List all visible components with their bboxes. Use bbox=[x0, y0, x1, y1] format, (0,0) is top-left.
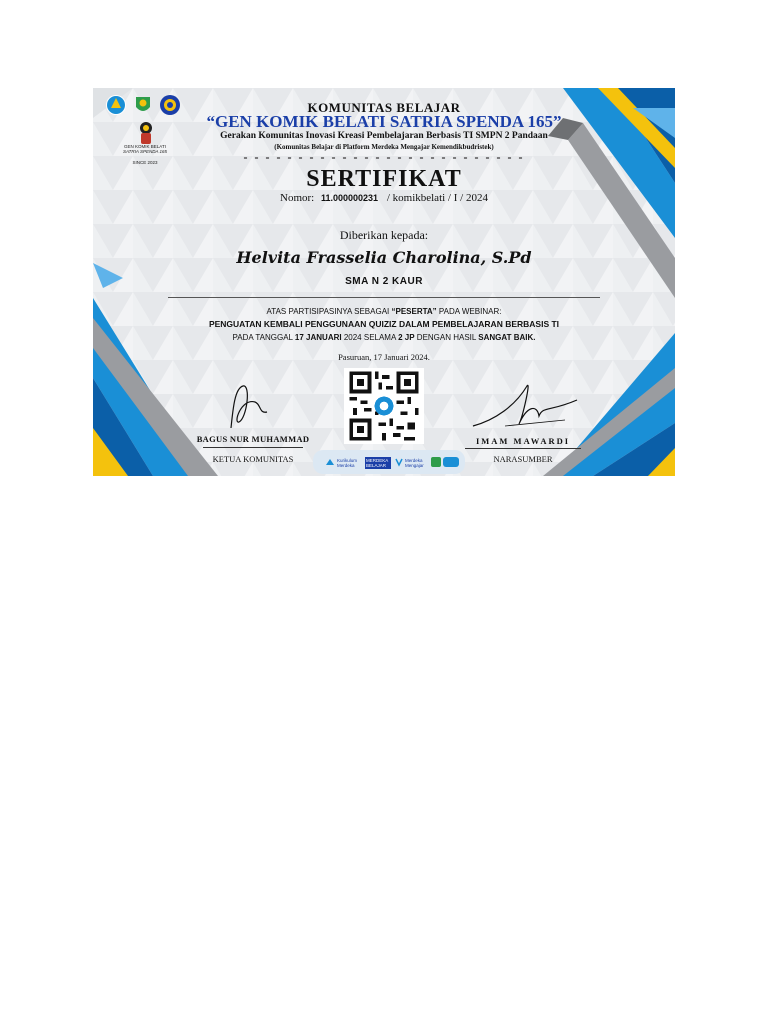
banner-kurikulum: Kurikulum Merdeka bbox=[337, 458, 358, 468]
given-to-label: Diberikan kepada: bbox=[339, 228, 429, 242]
header-divider: - - - - - - - - - - - - - - - - - - - - - - - - - - bbox=[243, 150, 525, 164]
signature-left bbox=[221, 378, 281, 434]
signature-right bbox=[465, 376, 580, 436]
signatory-name-right: IMAM MAWARDI bbox=[475, 436, 571, 446]
divider-line bbox=[168, 297, 600, 298]
signatory-role-right: NARASUMBER bbox=[493, 454, 553, 464]
certificate bbox=[93, 88, 675, 476]
place-date: Pasuruan, 17 Januari 2024. bbox=[338, 352, 430, 362]
header-subtitle: Gerakan Komunitas Inovasi Kreasi Pembelajaran Berbasis TI SMPN 2 Pandaan bbox=[220, 131, 548, 141]
certificate-title: SERTIFIKAT bbox=[306, 166, 462, 192]
qr-code bbox=[344, 368, 424, 444]
participant-role: “PESERTA” bbox=[391, 307, 437, 316]
community-title: KOMUNITAS BELAJAR bbox=[307, 100, 461, 115]
nomor-value: 11.000000231 bbox=[321, 193, 379, 203]
merdeka-mengajar-icon bbox=[395, 457, 403, 467]
recipient-school: SMA N 2 KAUR bbox=[345, 276, 423, 287]
kurikulum-merdeka-icon bbox=[325, 457, 335, 467]
signatory-role-left: KETUA KOMUNITAS bbox=[212, 454, 294, 464]
partner-banner bbox=[313, 450, 465, 474]
program-name: “GEN KOMIK BELATI SATRIA SPENDA 165” bbox=[206, 112, 562, 131]
mascot-since: SINCE 2023 bbox=[132, 160, 158, 165]
mascot-line2: SATRIA SPENDA 165 bbox=[122, 149, 168, 154]
certificate-number bbox=[93, 192, 675, 204]
participation-text-b: PADA WEBINAR: bbox=[436, 307, 502, 316]
date-text-a: PADA TANGGAL bbox=[232, 333, 295, 342]
date-text-c: DENGAN HASIL bbox=[414, 333, 479, 342]
date-result-line bbox=[93, 333, 675, 342]
signatory-name-left: BAGUS NUR MUHAMMAD bbox=[196, 434, 310, 444]
banner-merdeka-mengajar: Merdeka Mengajar bbox=[405, 458, 424, 468]
participation-line bbox=[93, 307, 675, 316]
platform-badge-icon bbox=[431, 455, 459, 469]
duration-jp: 2 JP bbox=[398, 333, 415, 342]
nomor-suffix: / komikbelati / I / 2024 bbox=[386, 192, 488, 204]
webinar-topic: PENGUATAN KEMBALI PENGGUNAAN QUIZIZ DALAM PEMBELAJARAN BERBASIS TI bbox=[208, 319, 560, 329]
participation-text-a: ATAS PARTISIPASINYA SEBAGAI bbox=[266, 307, 392, 316]
signature-line-left bbox=[203, 447, 303, 448]
result-grade: SANGAT BAIK. bbox=[478, 333, 536, 342]
nomor-label: Nomor: bbox=[280, 192, 315, 204]
mascot-line1: GEN KOMIK BELATI bbox=[124, 144, 166, 149]
signature-line-right bbox=[465, 448, 581, 449]
banner-merdeka-belajar: MERDEKA BELAJAR bbox=[365, 457, 391, 469]
date-text-b: 2024 SELAMA bbox=[341, 333, 399, 342]
recipient-name: Helvita Frasselia Charolina, S.Pd bbox=[236, 248, 532, 267]
event-date: 17 JANUARI bbox=[294, 333, 342, 342]
header-subtitle-2: (Komunitas Belajar di Platform Merdeka Mengajar Kemendikbudristek) bbox=[274, 143, 494, 151]
